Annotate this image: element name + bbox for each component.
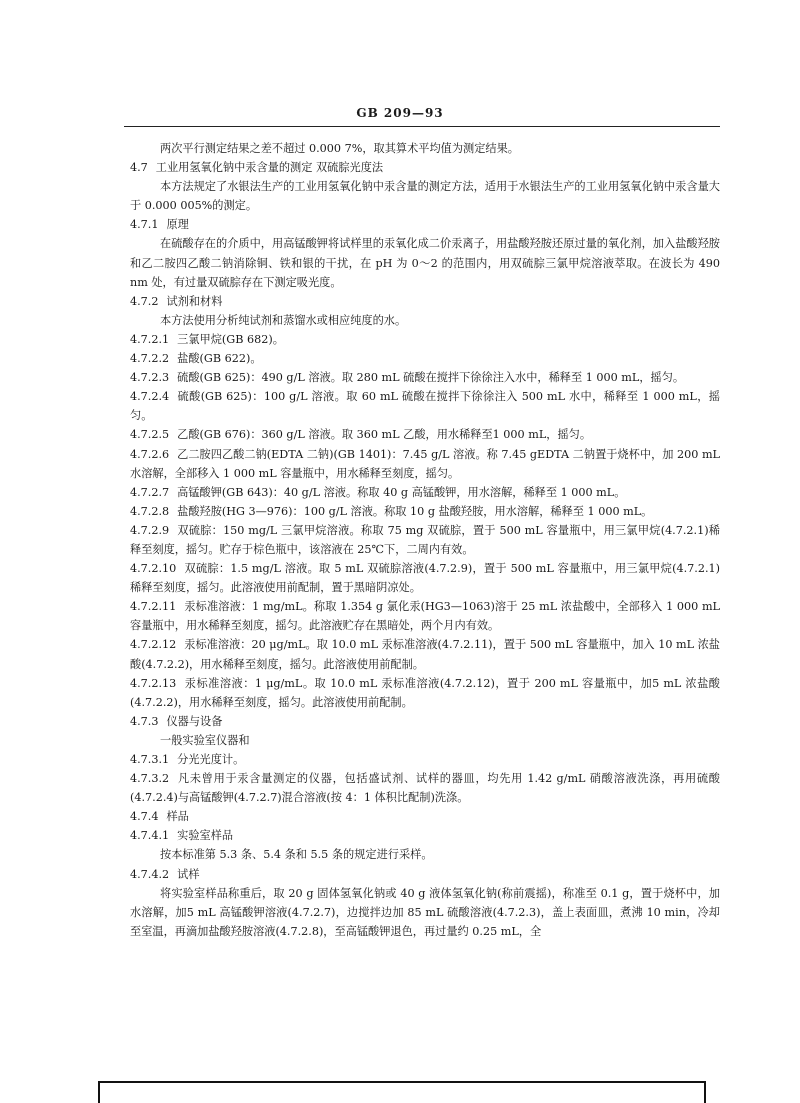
paragraph-text: 三氯甲烷(GB 682)。 (177, 332, 284, 346)
paragraph-text: 分光光度计。 (177, 753, 245, 766)
section-paragraph (130, 483, 720, 502)
section-number: 4.7.3.2 (130, 772, 170, 786)
body-paragraph (130, 845, 720, 864)
section-paragraph (130, 502, 720, 521)
section-number: 4.7.2 (130, 294, 159, 308)
section-number: 4.7.2.9 (130, 523, 170, 537)
section-number: 4.7.2.2 (130, 352, 170, 366)
paragraph-text: 盐酸羟胺(HG 3—976)：100 g/L 溶液。称取 10 g 盐酸羟胺，用水溶解，稀释至 1 000 mL。 (177, 504, 653, 518)
section-paragraph (130, 597, 720, 635)
section-paragraph (130, 445, 720, 483)
body-paragraph (130, 234, 720, 291)
paragraph-text: 样品 (166, 810, 189, 824)
paragraph-text: 双硫腙：1.5 mg/L 溶液。取 5 mL 双硫腙溶液(4.7.2.9)，置于 500 mL 容量瓶中，用三氯甲烷(4.7.2.1)稀释至刻度，摇匀。此溶液使用前配制，置于黑暗阴凉处。 (130, 562, 720, 595)
section-paragraph (130, 425, 720, 444)
section-number: 4.7.3 (130, 714, 159, 728)
paragraph-text: 将实验室样品称重后，取 20 g 固体氢氧化钠或 40 g 液体氢氧化钠(称前震摇)，称准至 0.1 g，置于烧杯中，加水溶解，加5 mL 高锰酸钾溶液(4.7.2.7)，边搅拌边加 85 mL 硫酸溶液(4.7.2.3)，盖上表面皿，煮沸 10 min，冷却至室温，再滴加盐酸羟胺溶液(4.7.2.8)，至高锰酸钾退色，再过量约 0.25 mL，全 (130, 886, 720, 938)
paragraph-text: 本方法规定了水银法生产的工业用氢氧化钠中汞含量的测定方法，适用于水银法生产的工业用氢氧化钠中汞含量大于 0.000 005%的测定。 (130, 180, 720, 213)
section-number: 4.7.2.8 (130, 504, 170, 518)
section-number: 4.7.2.11 (130, 600, 177, 614)
section-number: 4.7 (130, 161, 148, 175)
paragraph-text: 硫酸(GB 625)：490 g/L 溶液。取 280 mL 硫酸在搅拌下徐徐注入水中，稀释至 1 000 mL，摇匀。 (177, 371, 685, 385)
body-paragraph (130, 731, 720, 750)
section-number: 4.7.4.1 (130, 829, 170, 843)
paragraph-text: 两次平行测定结果之差不超过 0.000 7%，取其算术平均值为测定结果。 (160, 142, 519, 155)
section-paragraph (130, 674, 720, 712)
section-number: 4.7.2.7 (130, 485, 170, 499)
paragraph-text: 双硫腙：150 mg/L 三氯甲烷溶液。称取 75 mg 双硫腙，置于 500 mL 容量瓶中，用三氯甲烷(4.7.2.1)稀释至刻度，摇匀。贮存于棕色瓶中，该溶液在 25℃下，二周内有效。 (130, 523, 720, 556)
section-paragraph (130, 330, 720, 349)
bottom-frame (98, 1081, 706, 1103)
paragraph-text: 汞标准溶液：1 μg/mL。取 10.0 mL 汞标准溶液(4.7.2.12)，置于 200 mL 容量瓶中，加5 mL 浓盐酸(4.7.2.2)，用水稀释至刻度，摇匀。此溶液使用前配制。 (130, 676, 720, 709)
section-paragraph (130, 368, 720, 387)
paragraph-text: 硫酸(GB 625)：100 g/L 溶液。取 60 mL 硫酸在搅拌下徐徐注入 500 mL 水中，稀释至 1 000 mL，摇匀。 (130, 390, 720, 423)
section-paragraph (130, 865, 720, 884)
section-paragraph (130, 349, 720, 368)
paragraph-text: 本方法使用分析纯试剂和蒸馏水或相应纯度的水。 (160, 313, 407, 327)
paragraph-text: 凡未曾用于汞含量测定的仪器，包括盛试剂、试样的器皿，均先用 1.42 g/mL 硝酸溶液洗涤，再用硫酸(4.7.2.4)与高锰酸钾(4.7.2.7)混合溶液(按 4：1 体积比配制)洗涤。 (130, 772, 720, 805)
paragraph-text: 汞标准溶液：20 μg/mL。取 10.0 mL 汞标准溶液(4.7.2.11)，置于 500 mL 容量瓶中，加入 10 mL 浓盐酸(4.7.2.2)，用水稀释至刻度，摇匀。此溶液使用前配制。 (130, 638, 720, 671)
paragraph-text: 汞标准溶液：1 mg/mL。称取 1.354 g 氯化汞(HG3—1063)溶于 25 mL 浓盐酸中，全部移入 1 000 mL 容量瓶中，用水稀释至刻度，摇匀。此溶液贮存在黑暗处，两个月内有效。 (130, 600, 720, 633)
paragraph-text: 高锰酸钾(GB 643)：40 g/L 溶液。称取 40 g 高锰酸钾，用水溶解，稀释至 1 000 mL。 (177, 485, 626, 499)
paragraph-text: 试样 (177, 867, 200, 881)
paragraph-text: 试剂和材料 (166, 294, 223, 308)
section-paragraph (130, 826, 720, 845)
paragraph-text: 乙酸(GB 676)：360 g/L 溶液。取 360 mL 乙酸，用水稀释至1 000 mL，摇匀。 (177, 428, 592, 442)
section-paragraph (130, 521, 720, 559)
paragraph-text: 仪器与设备 (166, 714, 223, 728)
section-number: 4.7.1 (130, 218, 159, 232)
paragraph-text: 工业用氢氧化钠中汞含量的测定 双硫腙光度法 (155, 161, 384, 175)
paragraph-text: 在硫酸存在的介质中，用高锰酸钾将试样里的汞氧化成二价汞离子，用盐酸羟胺还原过量的氧化剂，加入盐酸羟胺和乙二胺四乙酸二钠消除铜、铁和银的干扰，在 pH 为 0～2 的范围内，用双硫腙三氯甲烷溶液萃取。在波长为 490 nm 处，有过量双硫腙存在下测定吸光度。 (130, 237, 720, 289)
body-paragraph (130, 311, 720, 330)
page-header: GB 209—93 (356, 106, 444, 120)
section-paragraph (130, 559, 720, 597)
paragraph-text: 按本标准第 5.3 条、5.4 条和 5.5 条的规定进行采样。 (160, 848, 433, 862)
section-paragraph (130, 387, 720, 425)
paragraph-text: 乙二胺四乙酸二钠(EDTA 二钠)(GB 1401)：7.45 g/L 溶液。称 7.45 gEDTA 二钠置于烧杯中，加 200 mL 水溶解，全部移入 1 000 mL 容量瓶中，用水稀释至刻度，摇匀。 (130, 447, 720, 480)
section-number: 4.7.2.12 (130, 638, 177, 652)
section-paragraph (130, 750, 720, 769)
section-number: 4.7.2.13 (130, 676, 177, 690)
section-number: 4.7.3.1 (130, 753, 170, 766)
section-number: 4.7.2.5 (130, 428, 170, 442)
document-body (130, 139, 720, 941)
paragraph-text: 盐酸(GB 622)。 (177, 352, 262, 366)
paragraph-text: 实验室样品 (177, 829, 234, 843)
section-number: 4.7.2.3 (130, 371, 170, 385)
section-number: 4.7.2.1 (130, 332, 170, 346)
paragraph-text: 原理 (166, 218, 189, 232)
header-rule (124, 126, 720, 127)
body-paragraph (130, 139, 720, 158)
section-paragraph (130, 635, 720, 673)
section-paragraph (130, 215, 720, 234)
section-paragraph (130, 292, 720, 311)
body-paragraph (130, 884, 720, 941)
section-paragraph (130, 807, 720, 826)
section-number: 4.7.2.4 (130, 390, 170, 404)
section-paragraph (130, 769, 720, 807)
section-paragraph (130, 712, 720, 731)
section-number: 4.7.2.6 (130, 447, 170, 461)
section-number: 4.7.2.10 (130, 562, 177, 576)
section-number: 4.7.4.2 (130, 867, 170, 881)
section-paragraph (130, 158, 720, 177)
body-paragraph (130, 177, 720, 215)
section-number: 4.7.4 (130, 810, 159, 824)
paragraph-text: 一般实验室仪器和 (160, 733, 250, 747)
